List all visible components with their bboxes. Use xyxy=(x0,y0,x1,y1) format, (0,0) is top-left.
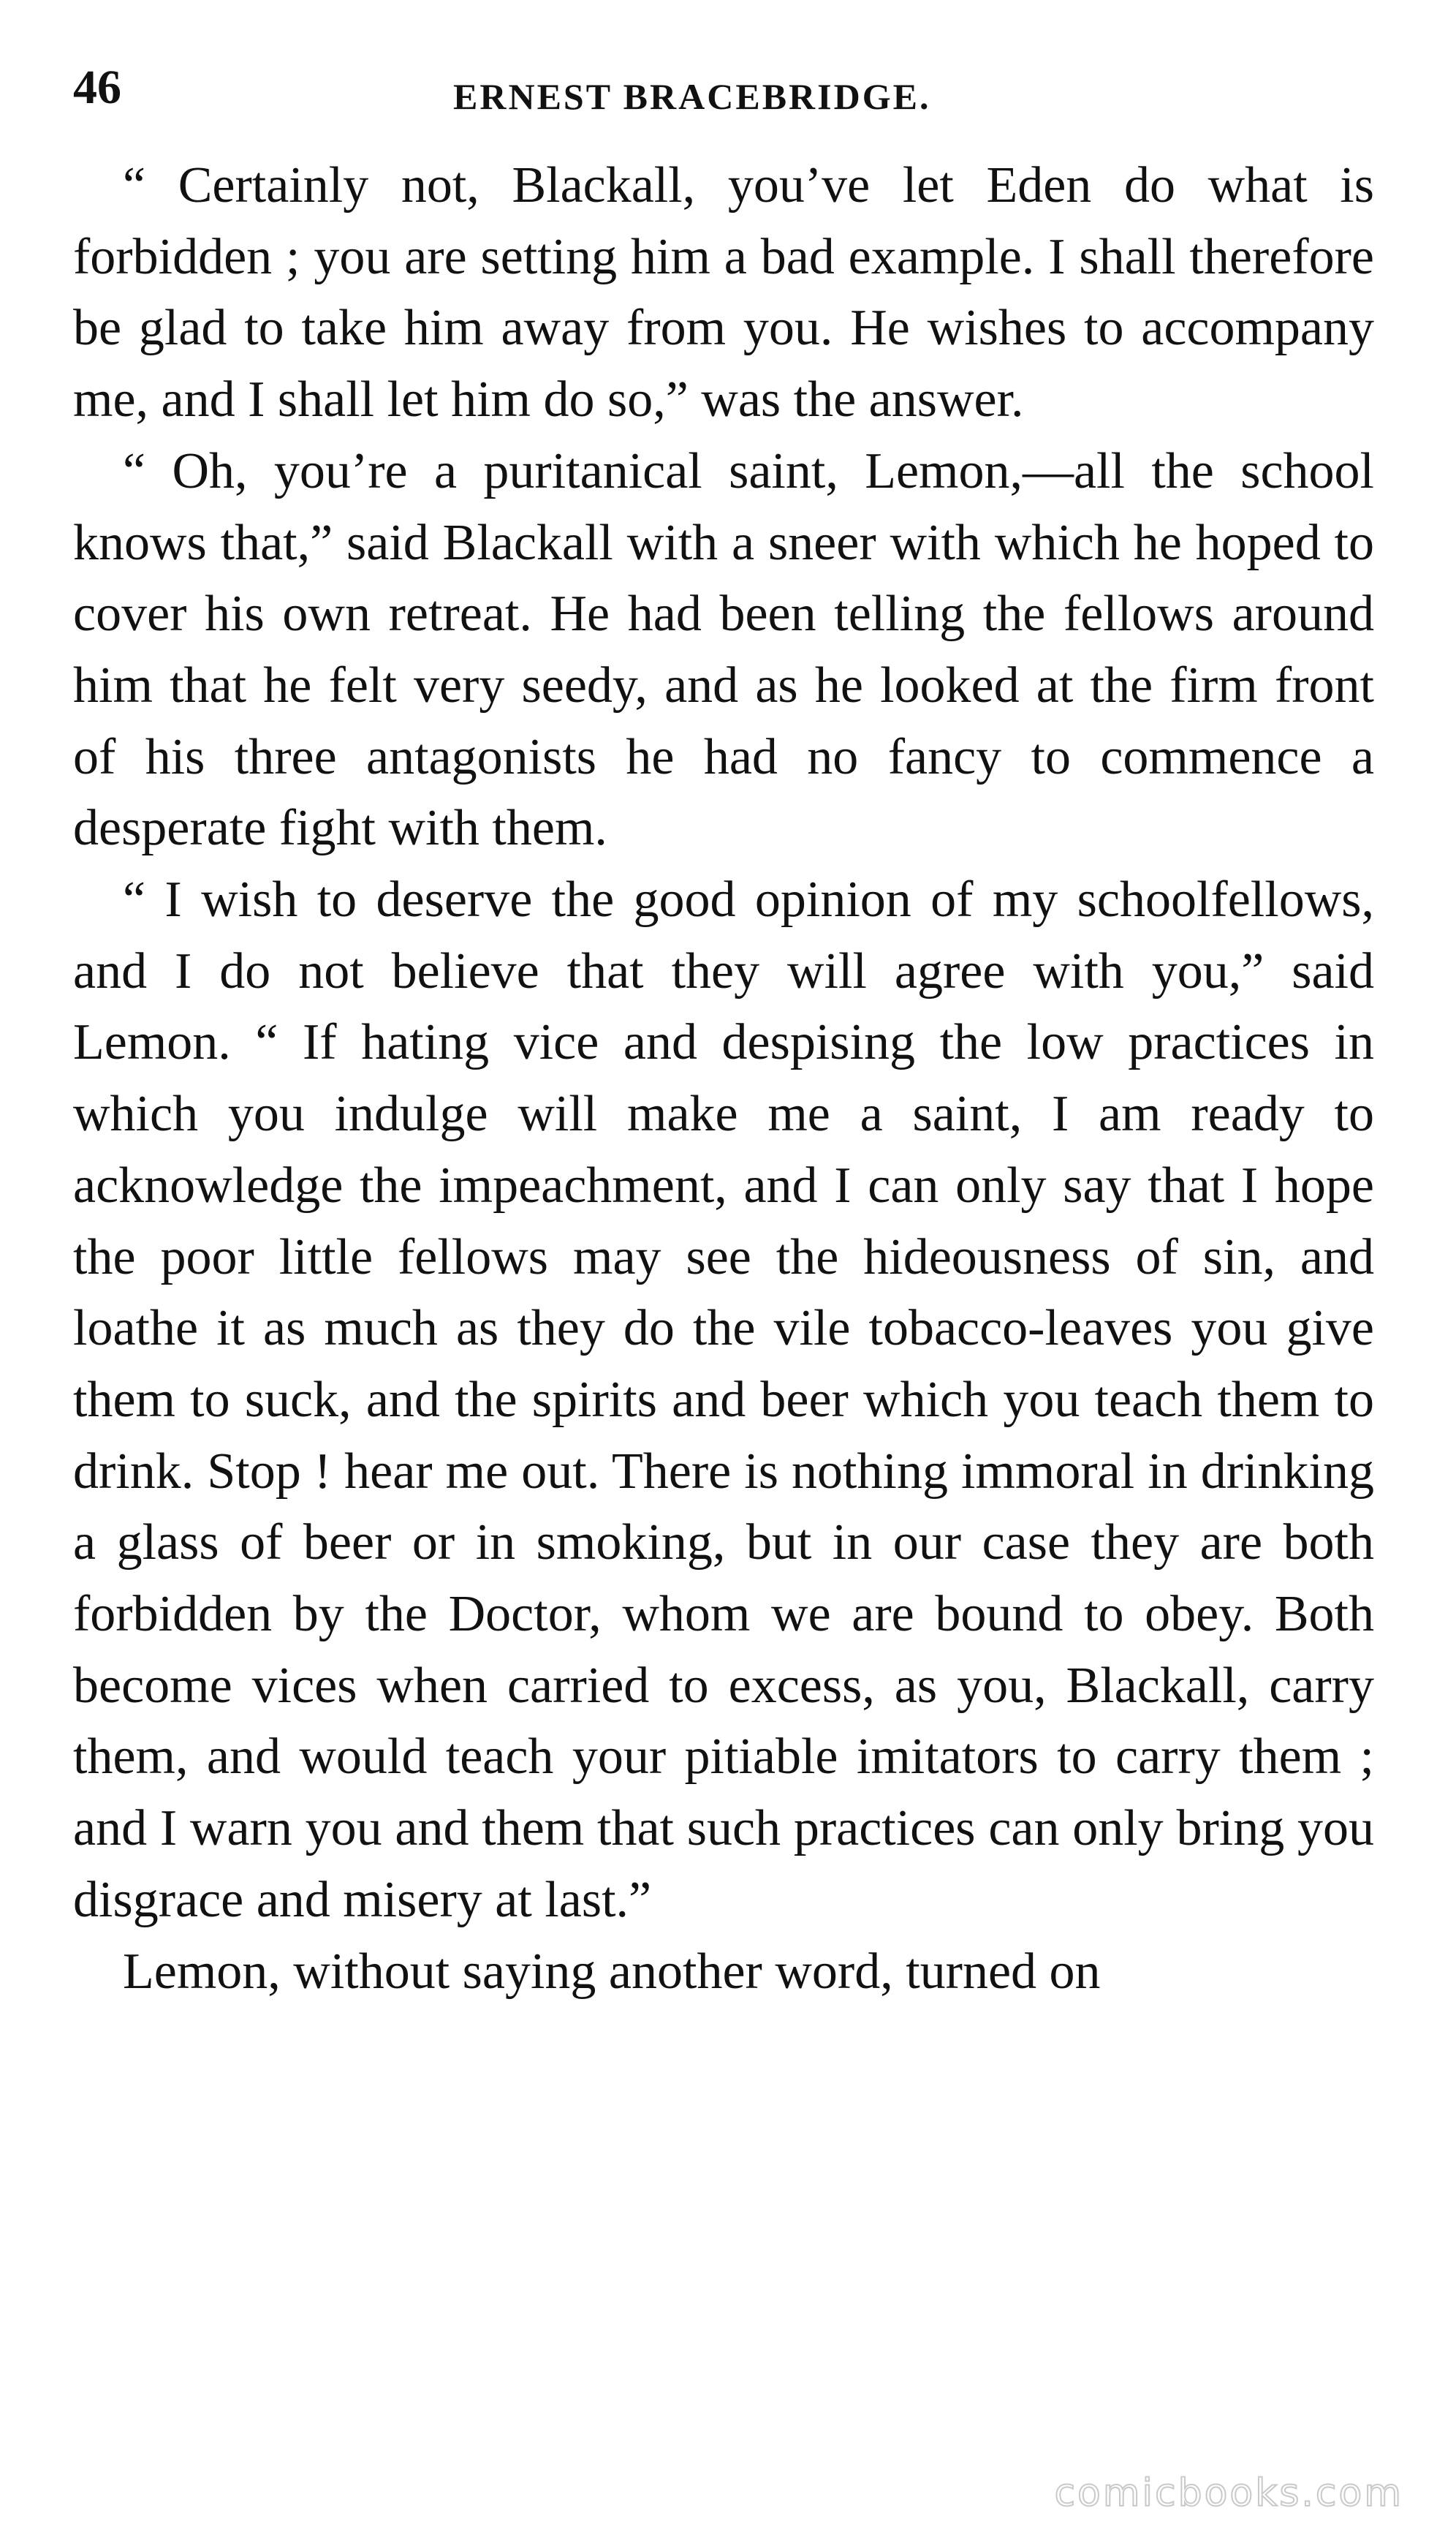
watermark: comicbooks.com xyxy=(1054,2471,1403,2515)
page-header xyxy=(73,51,1374,124)
paragraph: “ Oh, you’re a puritanical saint, Lemon,—all the school knows that,” said Blackall with a sneer with which he hoped to cover his own retreat. He had been telling the fellows around him that he felt very seedy, and as he looked at the firm front of his three antagonists he had no fancy to commence a desperate fight with them. xyxy=(73,442,1374,857)
body-text xyxy=(73,150,1374,2007)
running-head: ERNEST BRACEBRIDGE. xyxy=(453,76,931,117)
page-number: 46 xyxy=(73,61,121,114)
paragraph: Lemon, without saying another word, turned on xyxy=(123,1943,1101,2000)
paragraph: “ Certainly not, Blackall, you’ve let Eden do what is forbidden ; you are setting him a bad example. I shall therefore be glad to take him away from you. He wishes to accompany me, and I shall let him do so,” was the answer. xyxy=(73,157,1374,428)
paragraph: “ I wish to deserve the good opinion of my schoolfellows, and I do not believe that they will agree with you,” said Lemon. “ If hating vice and despising the low practices in which you indulge will make me a saint, I am ready to acknowledge the impeachment, and I can only say that I hope the poor little fellows may see the hideousness of sin, and loathe it as much as they do the vile tobacco-leaves you give them to suck, and the spirits and beer which you teach them to drink. Stop ! hear me out. There is nothing immoral in drinking a glass of beer or in smoking, but in our case they are both forbidden by the Doctor, whom we are bound to obey. Both become vices when carried to excess, as you, Blackall, carry them, and would teach your pitiable imitators to carry them ; and I warn you and them that such practices can only bring you disgrace and misery at last.” xyxy=(73,872,1374,1928)
